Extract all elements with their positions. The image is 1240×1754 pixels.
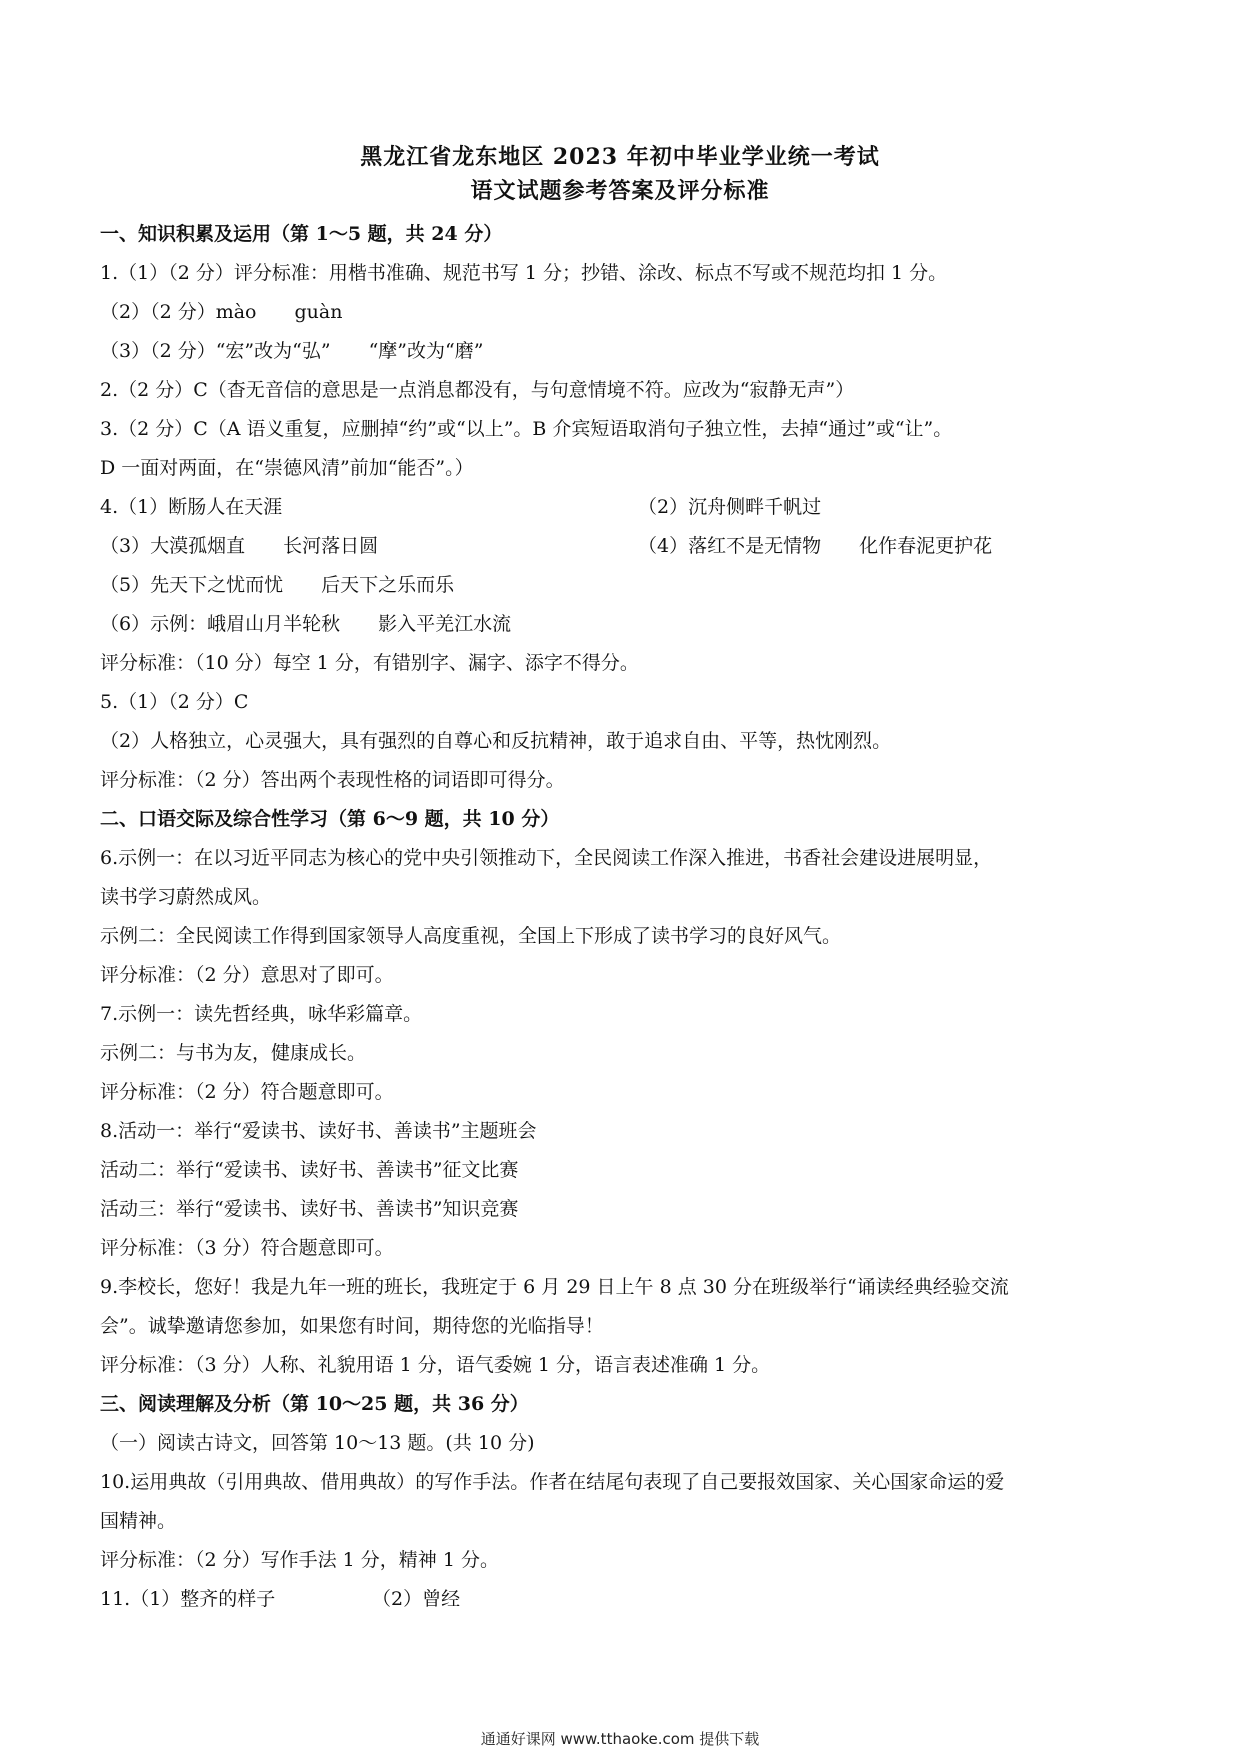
answer-line: 5.（1）（2 分）C <box>100 691 249 713</box>
score-line: 评分标准：（2 分）答出两个表现性格的词语即可得分。 <box>100 769 565 791</box>
score-line: 评分标准：（2 分）符合题意即可。 <box>100 1081 394 1103</box>
answer-line: 活动三：举行“爱读书、读好书、善读书”知识竞赛 <box>100 1198 519 1220</box>
answer-line: 11.（1）整齐的样子 <box>100 1588 276 1610</box>
answer-line: （2）沉舟侧畔千帆过 <box>638 496 822 518</box>
answer-line: 会”。诚挚邀请您参加，如果您有时间，期待您的光临指导！ <box>100 1315 604 1337</box>
answer-line: 7.示例一：读先哲经典，咏华彩篇章。 <box>100 1003 423 1025</box>
section-heading-2: 二、口语交际及综合性学习（第 6～9 题，共 10 分） <box>100 808 560 830</box>
answer-line: 10.运用典故（引用典故、借用典故）的写作手法。作者在结尾句表现了自己要报效国家、关心国家命运的爱 <box>100 1471 1005 1493</box>
subsection-heading: （一）阅读古诗文，回答第 10～13 题。(共 10 分) <box>100 1432 535 1454</box>
answer-line: 2.（2 分）C（杳无音信的意思是一点消息都没有，与句意情境不符。应改为“寂静无声”） <box>100 379 855 401</box>
answer-line: 读书学习蔚然成风。 <box>100 886 272 908</box>
answer-line: （4）落红不是无情物 化作春泥更护花 <box>638 535 993 557</box>
footer-watermark: 通通好课网 www.tthaoke.com 提供下载 <box>480 1730 760 1748</box>
answer-line: D 一面对两面，在“崇德风清”前加“能否”。） <box>100 457 474 479</box>
score-line: 评分标准：（3 分）符合题意即可。 <box>100 1237 394 1259</box>
answer-line: （2）人格独立，心灵强大，具有强烈的自尊心和反抗精神，敢于追求自由、平等，热忱刚烈。 <box>100 730 892 752</box>
answer-line: （2）曾经 <box>372 1588 461 1610</box>
answer-line: （3）大漠孤烟直 长河落日圆 <box>100 535 379 557</box>
score-line: 评分标准：（10 分）每空 1 分，有错别字、漏字、添字不得分。 <box>100 652 639 674</box>
answer-line: 示例二：与书为友，健康成长。 <box>100 1042 367 1064</box>
answer-line: （2）（2 分）mào guàn <box>100 301 343 323</box>
score-line: 评分标准：（2 分）写作手法 1 分，精神 1 分。 <box>100 1549 499 1571</box>
answer-line: 4.（1）断肠人在天涯 <box>100 496 283 518</box>
answer-line: （5）先天下之忧而忧 后天下之乐而乐 <box>100 574 455 596</box>
answer-line: 1.（1）（2 分）评分标准：用楷书准确、规范书写 1 分；抄错、涂改、标点不写或不规范均扣 1 分。 <box>100 262 948 284</box>
answer-line: 9.李校长，您好！我是九年一班的班长，我班定于 6 月 29 日上午 8 点 30 分在班级举行“诵读经典经验交流 <box>100 1276 1009 1298</box>
answer-line: 示例二：全民阅读工作得到国家领导人高度重视，全国上下形成了读书学习的良好风气。 <box>100 925 842 947</box>
document-subtitle: 语文试题参考答案及评分标准 <box>470 178 770 204</box>
answer-line: （6）示例：峨眉山月半轮秋 影入平羌江水流 <box>100 613 512 635</box>
score-line: 评分标准：（2 分）意思对了即可。 <box>100 964 394 986</box>
answer-line: 6.示例一：在以习近平同志为核心的党中央引领推动下，全民阅读工作深入推进，书香社会建设进展明显， <box>100 847 993 869</box>
section-heading-3: 三、阅读理解及分析（第 10～25 题，共 36 分） <box>100 1393 529 1415</box>
answer-line: 国精神。 <box>100 1510 177 1532</box>
answer-line: 活动二：举行“爱读书、读好书、善读书”征文比赛 <box>100 1159 519 1181</box>
answer-line: 8.活动一：举行“爱读书、读好书、善读书”主题班会 <box>100 1120 537 1142</box>
score-line: 评分标准：（3 分）人称、礼貌用语 1 分，语气委婉 1 分，语言表述准确 1 分。 <box>100 1354 771 1376</box>
answer-line: （3）（2 分）“宏”改为“弘” “摩”改为“磨” <box>100 340 484 362</box>
document-title: 黑龙江省龙东地区 2023 年初中毕业学业统一考试 <box>360 144 880 170</box>
answer-line: 3.（2 分）C（A 语义重复，应删掉“约”或“以上”。B 介宾短语取消句子独立性，去掉“通过”或“让”。 <box>100 418 953 440</box>
section-heading-1: 一、知识积累及运用（第 1～5 题，共 24 分） <box>100 223 503 245</box>
